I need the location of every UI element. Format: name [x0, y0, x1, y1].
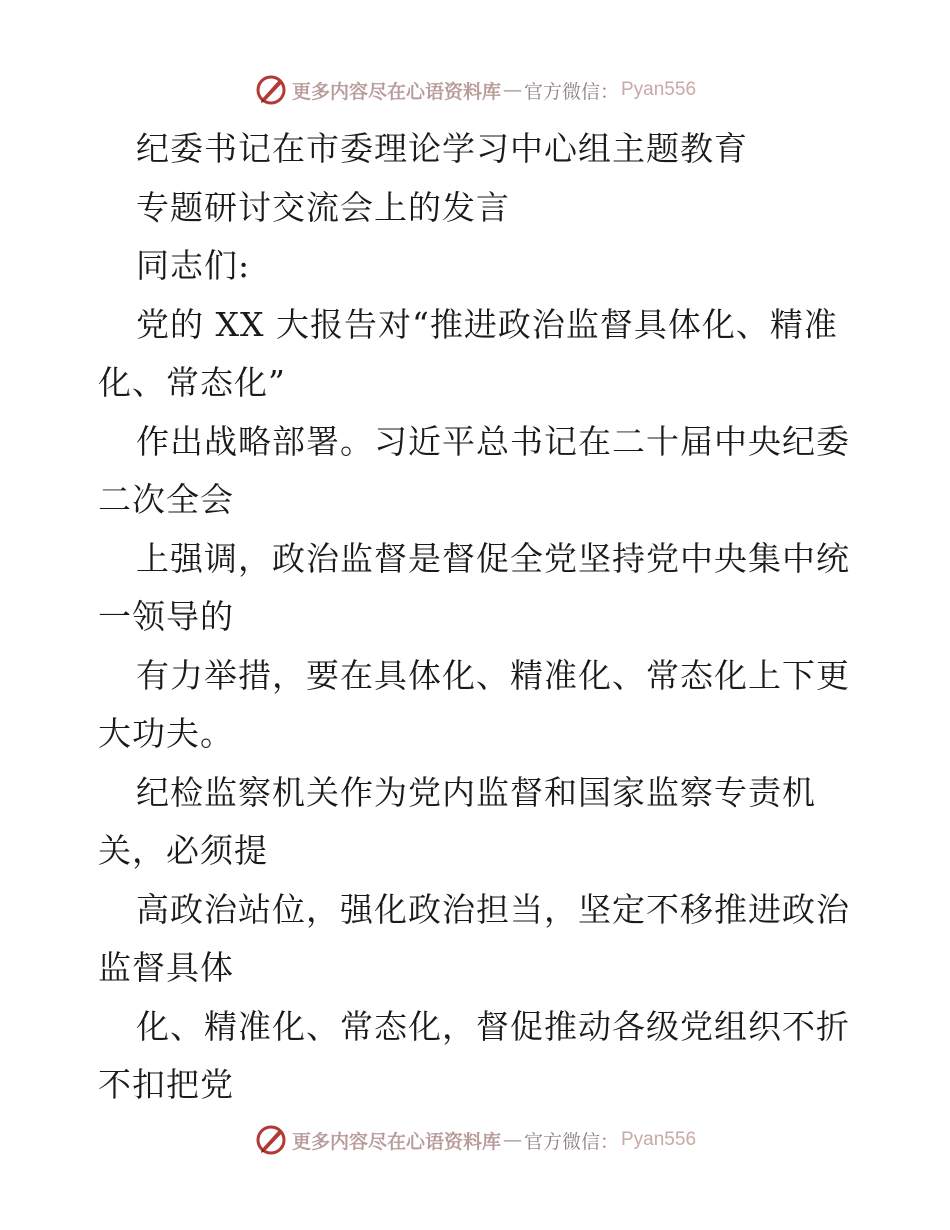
- doc-line: 化、精准化、常态化，督促推动各级党组织不折: [136, 1006, 850, 1046]
- doc-line: 纪检监察机关作为党内监督和国家监察专责机: [136, 772, 816, 812]
- footer-watermark-banner: [0, 1120, 950, 1160]
- doc-line: 不扣把党: [98, 1065, 234, 1104]
- banner-dash: —: [502, 1129, 522, 1151]
- banner-official-label: 官方微信：: [523, 1130, 619, 1153]
- doc-line: 化、常态化”: [98, 363, 286, 402]
- banner-text: 更多内容尽在心语资料库: [291, 1130, 501, 1153]
- banner-wechat-id: Pyan556: [621, 1129, 697, 1150]
- doc-line: 大功夫。: [98, 714, 234, 753]
- doc-line: 关，必须提: [98, 831, 268, 870]
- banner-text: 更多内容尽在心语资料库: [291, 80, 501, 103]
- doc-line: 二次全会: [98, 480, 234, 519]
- banner-dash: —: [502, 79, 522, 101]
- doc-title-line-2: 专题研讨交流会上的发言: [136, 187, 510, 227]
- header-watermark-banner: [0, 70, 950, 110]
- doc-line: 党的 XX 大报告对“推进政治监督具体化、精准: [136, 304, 838, 344]
- doc-title-line-1: 纪委书记在市委理论学习中心组主题教育: [136, 129, 748, 168]
- doc-line: 高政治站位，强化政治担当，坚定不移推进政治: [136, 889, 850, 929]
- document-body: [98, 120, 858, 1115]
- doc-salutation: 同志们:: [136, 246, 251, 285]
- doc-line: 上强调，政治监督是督促全党坚持党中央集中统: [136, 538, 850, 578]
- banner-wechat-id: Pyan556: [621, 79, 697, 100]
- quill-pen-circle-icon: [254, 73, 288, 107]
- doc-line: 监督具体: [98, 948, 234, 987]
- doc-line: 作出战略部署。习近平总书记在二十届中央纪委: [136, 421, 850, 461]
- doc-line: 一领导的: [98, 597, 234, 636]
- quill-pen-circle-icon: [254, 1123, 288, 1157]
- banner-official-label: 官方微信：: [523, 80, 619, 103]
- doc-line: 有力举措，要在具体化、精准化、常态化上下更: [136, 655, 850, 695]
